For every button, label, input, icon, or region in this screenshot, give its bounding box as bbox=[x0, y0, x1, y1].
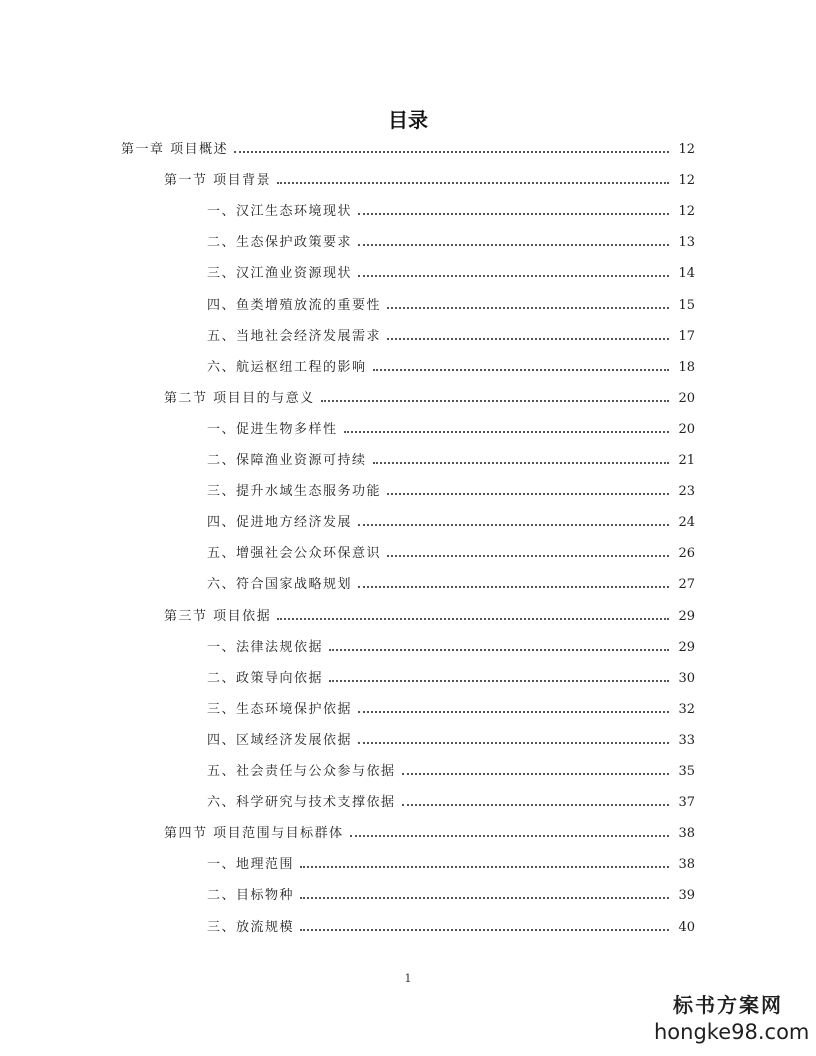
toc-entry-page: 37 bbox=[678, 795, 695, 811]
toc-entry-page: 17 bbox=[678, 328, 695, 344]
dot-leader bbox=[387, 338, 669, 340]
dot-leader bbox=[373, 462, 669, 464]
toc-entry-label: 二、保障渔业资源可持续 bbox=[207, 453, 367, 468]
toc-entry-page: 20 bbox=[678, 421, 695, 437]
toc-entry[interactable] bbox=[164, 600, 695, 624]
toc-entry-label: 三、提升水域生态服务功能 bbox=[207, 484, 382, 500]
toc-entry[interactable] bbox=[164, 164, 695, 188]
toc-entry-label: 第一节 项目背景 bbox=[164, 173, 272, 189]
dot-leader bbox=[234, 151, 669, 153]
dot-leader bbox=[387, 555, 669, 557]
dot-leader bbox=[344, 431, 669, 433]
toc-entry-label: 六、航运枢纽工程的影响 bbox=[207, 359, 367, 375]
toc-entry-label: 六、符合国家战略规划 bbox=[207, 577, 353, 593]
dot-leader bbox=[387, 307, 669, 309]
dot-leader bbox=[300, 897, 669, 899]
toc-entry[interactable] bbox=[207, 631, 695, 655]
dot-leader bbox=[402, 773, 669, 775]
toc-entry[interactable] bbox=[207, 226, 695, 250]
toc-entry-page: 12 bbox=[678, 204, 695, 220]
toc-entry[interactable] bbox=[207, 786, 695, 810]
toc-entry-page: 39 bbox=[678, 888, 695, 904]
toc-entry[interactable] bbox=[207, 413, 695, 437]
toc-entry-page: 21 bbox=[678, 453, 695, 468]
toc-entry-page: 38 bbox=[678, 857, 695, 873]
toc-entry-label: 三、汉江渔业资源现状 bbox=[207, 266, 353, 282]
dot-leader bbox=[358, 244, 669, 246]
toc-entry[interactable] bbox=[121, 133, 695, 157]
toc-title: 目录 bbox=[388, 108, 428, 132]
toc-entry-page: 30 bbox=[678, 670, 695, 686]
toc-entry-label: 六、科学研究与技术支撑依据 bbox=[207, 795, 396, 811]
dot-leader bbox=[300, 866, 669, 868]
toc-entry-label: 三、生态环境保护依据 bbox=[207, 701, 353, 717]
toc-entry-label: 四、区域经济发展依据 bbox=[207, 732, 353, 748]
dot-leader bbox=[329, 680, 669, 682]
toc-entry[interactable] bbox=[207, 444, 695, 468]
dot-leader bbox=[277, 618, 669, 620]
toc-entry-page: 29 bbox=[678, 608, 695, 624]
dot-leader bbox=[402, 804, 669, 806]
toc-entry[interactable] bbox=[207, 320, 695, 344]
site-watermark bbox=[654, 992, 810, 1046]
watermark-url: hongke98.com bbox=[654, 1020, 810, 1044]
toc-entry[interactable] bbox=[164, 382, 695, 406]
dot-leader bbox=[358, 586, 669, 588]
toc-entry-label: 二、政策导向依据 bbox=[207, 670, 324, 686]
toc-entry-label: 第二节 项目目的与意义 bbox=[164, 390, 315, 406]
toc-entry-label: 一、促进生物多样性 bbox=[207, 421, 338, 437]
toc-entry[interactable] bbox=[207, 537, 695, 561]
toc-entry[interactable] bbox=[207, 693, 695, 717]
toc-entry[interactable] bbox=[207, 257, 695, 281]
toc-entry[interactable] bbox=[207, 848, 695, 872]
toc-entry-page: 24 bbox=[678, 515, 695, 531]
toc-entry-label: 四、促进地方经济发展 bbox=[207, 515, 353, 531]
toc-entry[interactable] bbox=[207, 195, 695, 219]
toc-entry-label: 三、放流规模 bbox=[207, 919, 295, 935]
toc-entry[interactable] bbox=[207, 506, 695, 530]
toc-entry-label: 五、社会责任与公众参与依据 bbox=[207, 764, 396, 779]
dot-leader bbox=[358, 524, 669, 526]
toc-entry[interactable] bbox=[207, 568, 695, 592]
dot-leader bbox=[387, 493, 669, 495]
dot-leader bbox=[358, 742, 669, 744]
toc-entry-page: 15 bbox=[678, 297, 695, 313]
dot-leader bbox=[358, 275, 669, 277]
toc-entry[interactable] bbox=[164, 817, 695, 841]
toc-entry-label: 一、法律法规依据 bbox=[207, 639, 324, 655]
toc-entry[interactable] bbox=[207, 879, 695, 903]
toc-entry-page: 12 bbox=[678, 173, 695, 189]
watermark-name: 标书方案网 bbox=[673, 993, 783, 1017]
toc-entry-page: 20 bbox=[678, 390, 695, 406]
toc-entry-label: 五、当地社会经济发展需求 bbox=[207, 328, 382, 344]
dot-leader bbox=[358, 711, 669, 713]
toc-entry[interactable] bbox=[207, 351, 695, 375]
toc-entry-label: 五、增强社会公众环保意识 bbox=[207, 546, 382, 562]
toc-entry-label: 二、生态保护政策要求 bbox=[207, 235, 353, 251]
toc-entry-page: 26 bbox=[678, 546, 695, 562]
toc-entry-label: 第一章 项目概述 bbox=[121, 142, 229, 157]
toc-entry-page: 32 bbox=[678, 701, 695, 717]
toc-entry[interactable] bbox=[207, 475, 695, 499]
toc-entry[interactable] bbox=[207, 911, 695, 935]
toc-entry-page: 38 bbox=[678, 826, 695, 842]
toc-entry-label: 四、鱼类增殖放流的重要性 bbox=[207, 297, 382, 313]
dot-leader bbox=[329, 649, 669, 651]
toc-entry[interactable] bbox=[207, 755, 695, 779]
toc-entry-page: 29 bbox=[678, 639, 695, 655]
toc-entry-label: 一、汉江生态环境现状 bbox=[207, 204, 353, 220]
dot-leader bbox=[358, 213, 669, 215]
toc-entry-page: 40 bbox=[678, 919, 695, 935]
toc-entry-page: 14 bbox=[678, 266, 695, 282]
toc-entry[interactable] bbox=[207, 662, 695, 686]
toc-entry-page: 12 bbox=[678, 142, 695, 157]
toc-entry-page: 33 bbox=[678, 732, 695, 748]
toc-entry-page: 27 bbox=[678, 577, 695, 593]
toc-entry[interactable] bbox=[207, 724, 695, 748]
toc-entry-page: 13 bbox=[678, 235, 695, 251]
dot-leader bbox=[373, 369, 669, 371]
toc-entry-page: 18 bbox=[678, 359, 695, 375]
toc-entry-label: 第三节 项目依据 bbox=[164, 608, 272, 624]
dot-leader bbox=[277, 182, 669, 184]
toc-entry-page: 23 bbox=[678, 484, 695, 500]
dot-leader bbox=[350, 835, 669, 837]
page-number: 1 bbox=[404, 972, 412, 985]
toc-entry-label: 第四节 项目范围与目标群体 bbox=[164, 826, 344, 842]
dot-leader bbox=[300, 929, 669, 931]
toc-entry-label: 一、地理范围 bbox=[207, 857, 295, 873]
dot-leader bbox=[321, 400, 669, 402]
toc-entry-label: 二、目标物种 bbox=[207, 888, 295, 904]
toc-entry[interactable] bbox=[207, 289, 695, 313]
toc-entry-page: 35 bbox=[678, 764, 695, 779]
